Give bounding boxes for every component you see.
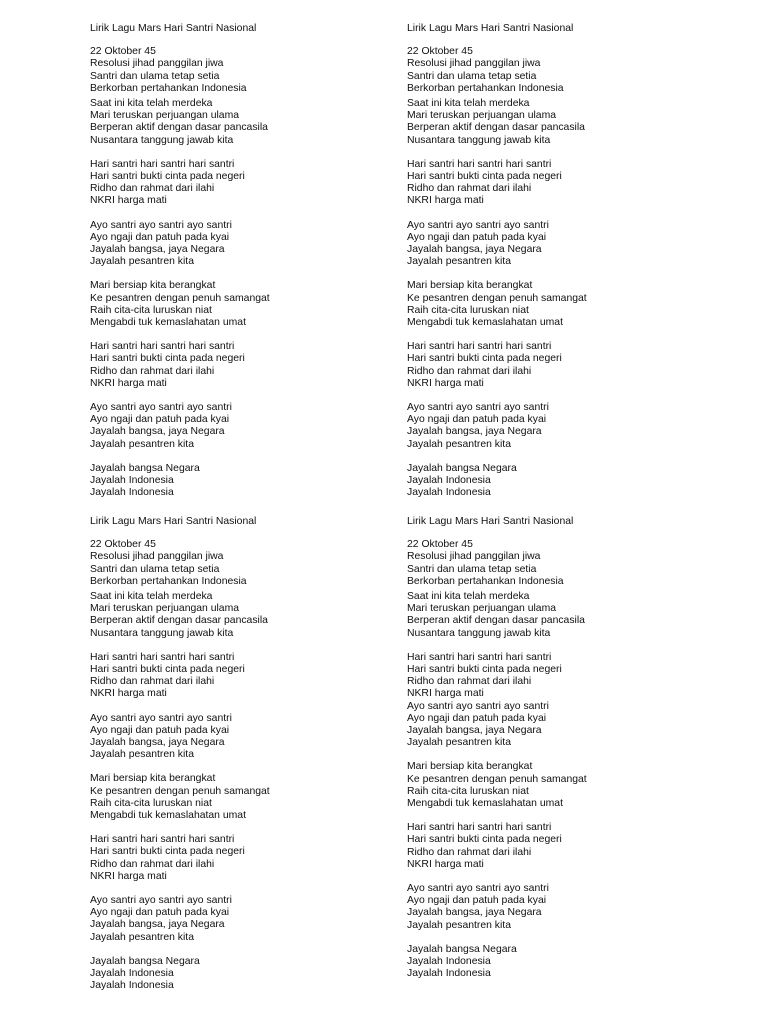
lyric-line: Saat ini kita telah merdeka: [90, 98, 213, 110]
lyrics-title: Lirik Lagu Mars Hari Santri Nasional: [90, 516, 257, 527]
stanza: [407, 822, 707, 871]
lyric-line: Berperan aktif dengan dasar pancasila: [407, 615, 585, 627]
lyric-line: Berkorban pertahankan Indonesia: [407, 575, 564, 587]
lyric-line: Saat ini kita telah merdeka: [90, 591, 213, 603]
stanza: [407, 159, 707, 208]
lyric-line: Jayalah Indonesia: [90, 487, 174, 499]
lyric-line: Jayalah pesantren kita: [407, 737, 511, 749]
lyrics-block-top-right: [407, 23, 707, 500]
lyric-line: Hari santri hari santri hari santri: [90, 651, 235, 663]
lyric-line: Santri dan ulama tetap setia: [407, 70, 537, 82]
lyric-line: Mari teruskan perjuangan ulama: [407, 603, 557, 615]
lyric-line: Ayo ngaji dan patuh pada kyai: [407, 895, 547, 907]
lyric-line: Hari santri bukti cinta pada negeri: [407, 834, 562, 846]
stanza: [407, 591, 707, 640]
lyric-line: Mengabdi tuk kemaslahatan umat: [407, 317, 563, 329]
lyric-line: Mari bersiap kita berangkat: [90, 773, 216, 785]
lyric-line: Jayalah Indonesia: [407, 475, 491, 487]
lyric-line: Hari santri hari santri hari santri: [407, 158, 552, 170]
lyric-line: Saat ini kita telah merdeka: [407, 98, 530, 110]
stanza: [407, 98, 707, 147]
lyric-line: Resolusi jihad panggilan jiwa: [407, 551, 541, 563]
lyrics-block-bottom-right: [407, 516, 707, 981]
lyric-line: Hari santri bukti cinta pada negeri: [407, 171, 562, 183]
lyric-line: Santri dan ulama tetap setia: [90, 70, 220, 82]
stanza: [407, 539, 707, 588]
lyric-line: Jayalah bangsa Negara: [407, 462, 517, 474]
stanza: [407, 402, 707, 451]
lyric-line: Jayalah bangsa, jaya Negara: [407, 907, 542, 919]
lyric-line: Mari teruskan perjuangan ulama: [90, 603, 240, 615]
lyric-line: Ayo santri ayo santri ayo santri: [407, 700, 549, 712]
lyric-line: Ridho dan rahmat dari ilahi: [407, 183, 532, 195]
lyric-line: NKRI harga mati: [407, 688, 484, 700]
lyric-line: Ke pesantren dengan penuh samangat: [407, 773, 587, 785]
lyric-line: Hari santri bukti cinta pada negeri: [90, 353, 245, 365]
lyric-line: Berperan aktif dengan dasar pancasila: [90, 615, 268, 627]
lyric-line: 22 Oktober 45: [407, 539, 473, 551]
stanza: [90, 652, 390, 701]
lyric-line: Mari bersiap kita berangkat: [407, 761, 533, 773]
lyric-line: Ayo ngaji dan patuh pada kyai: [90, 724, 230, 736]
lyric-line: Jayalah Indonesia: [90, 968, 174, 980]
lyric-line: Ridho dan rahmat dari ilahi: [407, 365, 532, 377]
stanza: [90, 834, 390, 883]
lyric-line: Ridho dan rahmat dari ilahi: [90, 676, 215, 688]
lyric-line: Santri dan ulama tetap setia: [90, 563, 220, 575]
lyric-line: Hari santri bukti cinta pada negeri: [90, 846, 245, 858]
stanza: [407, 280, 707, 329]
lyric-line: Jayalah pesantren kita: [90, 256, 194, 268]
lyric-line: Resolusi jihad panggilan jiwa: [90, 58, 224, 70]
lyric-line: Ayo ngaji dan patuh pada kyai: [407, 231, 547, 243]
lyric-line: Jayalah bangsa, jaya Negara: [90, 426, 225, 438]
lyric-line: Berperan aktif dengan dasar pancasila: [90, 122, 268, 134]
lyric-line: Jayalah bangsa, jaya Negara: [90, 244, 225, 256]
stanza: [90, 98, 390, 147]
stanza: [90, 773, 390, 822]
lyric-line: Hari santri hari santri hari santri: [90, 834, 235, 846]
lyric-line: Resolusi jihad panggilan jiwa: [407, 58, 541, 70]
lyric-line: NKRI harga mati: [407, 858, 484, 870]
lyric-line: Berkorban pertahankan Indonesia: [90, 575, 247, 587]
lyric-line: Ayo ngaji dan patuh pada kyai: [407, 712, 547, 724]
stanza: [90, 463, 390, 500]
lyric-line: NKRI harga mati: [90, 377, 167, 389]
lyric-line: Jayalah Indonesia: [407, 956, 491, 968]
lyric-line: Jayalah bangsa, jaya Negara: [407, 725, 542, 737]
lyric-line: Raih cita-cita luruskan niat: [407, 304, 529, 316]
stanza: [407, 46, 707, 95]
lyric-line: Nusantara tanggung jawab kita: [407, 627, 551, 639]
lyric-line: Ayo santri ayo santri ayo santri: [90, 219, 232, 231]
lyric-line: Raih cita-cita luruskan niat: [407, 785, 529, 797]
lyric-line: NKRI harga mati: [90, 870, 167, 882]
stanza: [90, 280, 390, 329]
lyric-line: Resolusi jihad panggilan jiwa: [90, 551, 224, 563]
lyric-line: NKRI harga mati: [90, 195, 167, 207]
lyric-line: Nusantara tanggung jawab kita: [407, 134, 551, 146]
lyric-line: NKRI harga mati: [407, 377, 484, 389]
lyrics-title: Lirik Lagu Mars Hari Santri Nasional: [90, 23, 257, 34]
lyric-line: Jayalah pesantren kita: [90, 438, 194, 450]
lyric-line: Ke pesantren dengan penuh samangat: [90, 292, 270, 304]
lyric-line: Hari santri hari santri hari santri: [407, 822, 552, 834]
lyric-line: Ayo ngaji dan patuh pada kyai: [407, 414, 547, 426]
stanza: [407, 883, 707, 932]
lyric-line: Hari santri hari santri hari santri: [407, 651, 552, 663]
lyric-line: Jayalah Indonesia: [407, 968, 491, 980]
lyric-line: Jayalah pesantren kita: [407, 256, 511, 268]
lyrics-block-top-left: [90, 23, 390, 500]
lyric-line: 22 Oktober 45: [90, 46, 156, 58]
lyric-line: NKRI harga mati: [407, 195, 484, 207]
stanza: [90, 159, 390, 208]
lyric-line: 22 Oktober 45: [407, 46, 473, 58]
lyric-line: Nusantara tanggung jawab kita: [90, 627, 234, 639]
lyric-line: Jayalah bangsa Negara: [90, 955, 200, 967]
lyric-line: Hari santri bukti cinta pada negeri: [90, 171, 245, 183]
lyric-line: Ayo santri ayo santri ayo santri: [407, 402, 549, 414]
lyric-line: Raih cita-cita luruskan niat: [90, 304, 212, 316]
lyric-line: Mari teruskan perjuangan ulama: [407, 110, 557, 122]
stanza: [90, 956, 390, 993]
stanza: [407, 341, 707, 390]
stanza: [90, 895, 390, 944]
lyrics-block-bottom-left: [90, 516, 390, 993]
lyric-line: Berperan aktif dengan dasar pancasila: [407, 122, 585, 134]
lyric-line: Jayalah bangsa Negara: [407, 943, 517, 955]
lyric-line: Ayo ngaji dan patuh pada kyai: [90, 231, 230, 243]
lyric-line: Jayalah Indonesia: [90, 980, 174, 992]
lyric-line: Mari teruskan perjuangan ulama: [90, 110, 240, 122]
lyric-line: Jayalah Indonesia: [90, 475, 174, 487]
lyrics-title: Lirik Lagu Mars Hari Santri Nasional: [407, 516, 574, 527]
stanza: [90, 539, 390, 588]
lyric-line: Hari santri bukti cinta pada negeri: [407, 664, 562, 676]
stanza: [90, 402, 390, 451]
lyric-line: Santri dan ulama tetap setia: [407, 563, 537, 575]
stanza: [407, 652, 707, 701]
stanza: [90, 341, 390, 390]
lyric-line: Jayalah bangsa, jaya Negara: [90, 919, 225, 931]
stanza: [407, 463, 707, 500]
lyric-line: Mari bersiap kita berangkat: [90, 280, 216, 292]
lyric-line: Ayo santri ayo santri ayo santri: [90, 402, 232, 414]
lyric-line: Jayalah bangsa, jaya Negara: [407, 244, 542, 256]
lyric-line: Ke pesantren dengan penuh samangat: [407, 292, 587, 304]
lyric-line: Hari santri bukti cinta pada negeri: [407, 353, 562, 365]
stanza: [90, 591, 390, 640]
lyric-line: Ayo santri ayo santri ayo santri: [407, 883, 549, 895]
lyric-line: Jayalah pesantren kita: [90, 931, 194, 943]
lyric-line: Berkorban pertahankan Indonesia: [90, 82, 247, 94]
lyric-line: Mengabdi tuk kemaslahatan umat: [90, 810, 246, 822]
stanza: [90, 46, 390, 95]
lyric-line: Jayalah Indonesia: [407, 487, 491, 499]
stanza: [407, 701, 707, 750]
lyric-line: Hari santri hari santri hari santri: [90, 158, 235, 170]
lyric-line: Ridho dan rahmat dari ilahi: [90, 858, 215, 870]
lyric-line: Ridho dan rahmat dari ilahi: [90, 365, 215, 377]
lyric-line: Jayalah pesantren kita: [407, 919, 511, 931]
lyric-line: Ayo santri ayo santri ayo santri: [90, 712, 232, 724]
stanza: [407, 944, 707, 981]
lyric-line: Mengabdi tuk kemaslahatan umat: [407, 798, 563, 810]
lyric-line: Jayalah pesantren kita: [90, 749, 194, 761]
lyric-line: 22 Oktober 45: [90, 539, 156, 551]
stanza: [407, 220, 707, 269]
lyric-line: Ayo santri ayo santri ayo santri: [90, 895, 232, 907]
lyrics-title: Lirik Lagu Mars Hari Santri Nasional: [407, 23, 574, 34]
lyric-line: Jayalah pesantren kita: [407, 438, 511, 450]
stanza: [90, 220, 390, 269]
stanza: [407, 761, 707, 810]
lyric-line: Jayalah bangsa, jaya Negara: [407, 426, 542, 438]
lyric-line: Hari santri bukti cinta pada negeri: [90, 664, 245, 676]
lyric-line: Ayo santri ayo santri ayo santri: [407, 219, 549, 231]
lyric-line: Ridho dan rahmat dari ilahi: [90, 183, 215, 195]
lyric-line: Ridho dan rahmat dari ilahi: [407, 846, 532, 858]
stanza: [90, 713, 390, 762]
lyric-line: NKRI harga mati: [90, 688, 167, 700]
lyric-line: Mari bersiap kita berangkat: [407, 280, 533, 292]
lyric-line: Hari santri hari santri hari santri: [407, 341, 552, 353]
lyric-line: Mengabdi tuk kemaslahatan umat: [90, 317, 246, 329]
lyric-line: Ayo ngaji dan patuh pada kyai: [90, 907, 230, 919]
lyric-line: Jayalah bangsa, jaya Negara: [90, 737, 225, 749]
lyric-line: Berkorban pertahankan Indonesia: [407, 82, 564, 94]
lyric-line: Ayo ngaji dan patuh pada kyai: [90, 414, 230, 426]
lyric-line: Ke pesantren dengan penuh samangat: [90, 785, 270, 797]
lyric-line: Hari santri hari santri hari santri: [90, 341, 235, 353]
lyric-line: Jayalah bangsa Negara: [90, 462, 200, 474]
lyric-line: Saat ini kita telah merdeka: [407, 591, 530, 603]
lyric-line: Raih cita-cita luruskan niat: [90, 797, 212, 809]
lyric-line: Ridho dan rahmat dari ilahi: [407, 676, 532, 688]
lyric-line: Nusantara tanggung jawab kita: [90, 134, 234, 146]
